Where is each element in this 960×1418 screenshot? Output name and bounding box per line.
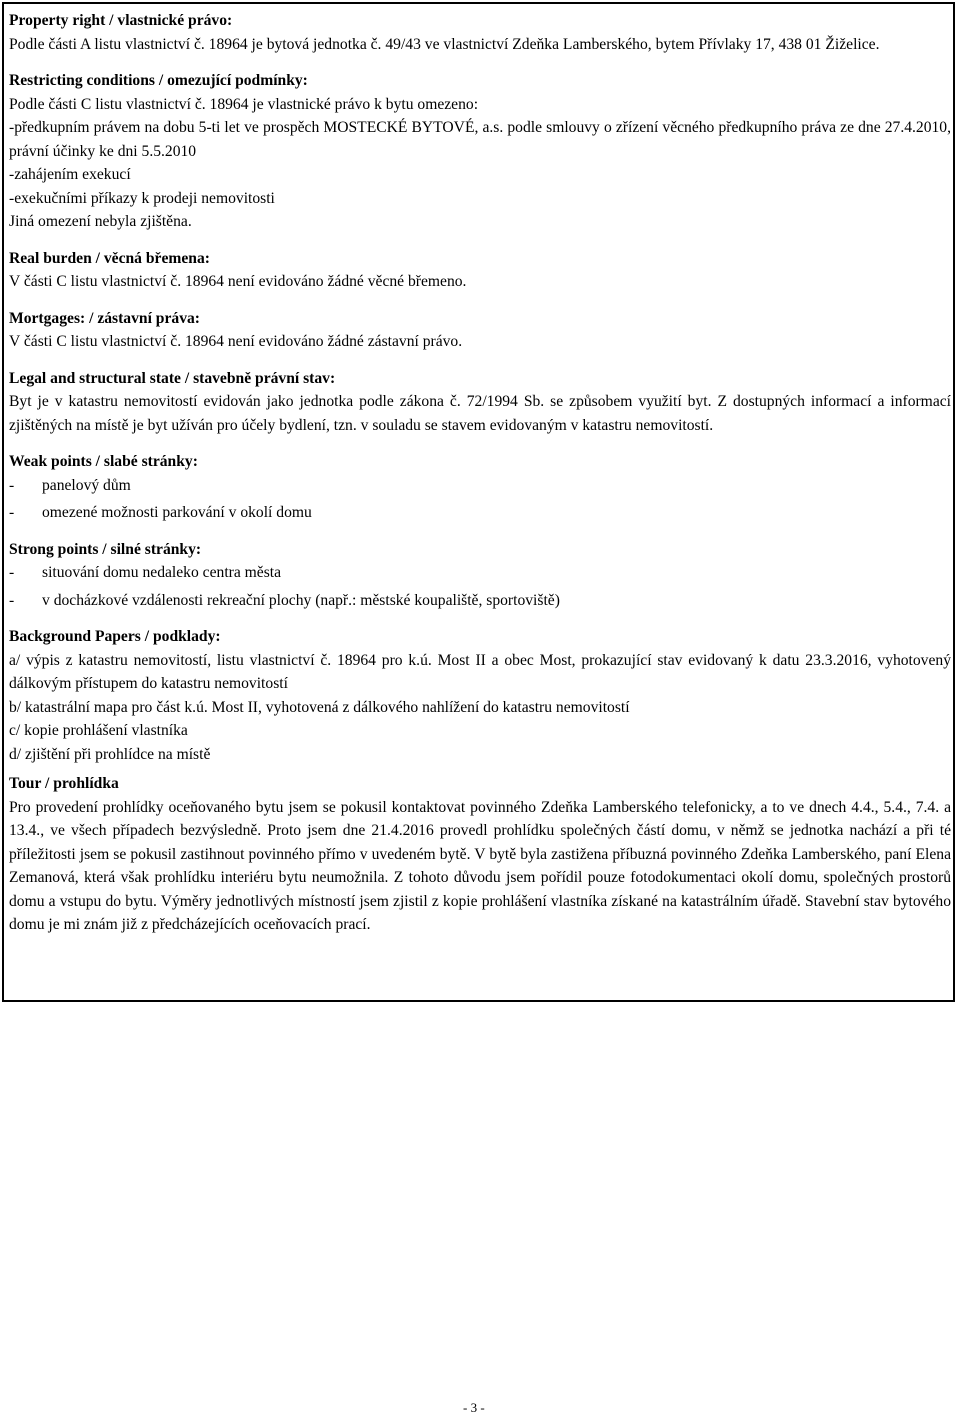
mortgages-heading: Mortgages: / zástavní práva: [9,309,200,327]
real-burden-section [9,247,951,294]
list-dash: - [9,564,15,581]
tour-section [9,772,951,937]
property-right-text: Podle části A listu vlastnictví č. 18964 je bytová jednotka č. 49/43 ve vlastnictví Zdeňka Lamberského, bytem Přívlaky 17, 438 01 Žiželice. [9,35,880,53]
real-burden-heading: Real burden / věcná břemena: [9,249,210,267]
strong-point-1: situování domu nedaleko centra města [42,564,282,581]
restricting-section [9,69,951,234]
weak-point-2: omezené možnosti parkování v okolí domu [42,504,312,521]
restricting-line-2: -předkupním právem na dobu 5-ti let ve prospěch MOSTECKÉ BYTOVÉ, a.s. podle smlouvy o zřízení věcného předkupního práva ze dne 27.4.2010, právní účinky ke dni 5.5.2010 [9,119,951,160]
background-item-a: a/ výpis z katastru nemovitostí, listu vlastnictví č. 18964 pro k.ú. Most II a obec Most, prokazující stav evidovaný k datu 23.3.2016, vyhotovený dálkovým přístupem do katastru nemovitostí [9,651,951,692]
background-heading: Background Papers / podklady: [9,628,221,645]
list-item [9,561,951,585]
tour-text: Pro provedení prohlídky oceňovaného bytu jsem se pokusil kontaktovat povinného Zdeňka Lamberského telefonicky, a to ve dnech 4.4., 5.4., 7.4. a 13.4., ve všech případech bezvýsledně. Proto jsem dne 21.4.2016 provedl prohlídku společných částí domu, v němž se jednotka nachází a při té příležitosti jsem se pokusil zastihnout povinného přímo v uvedeném bytě. V bytě byla zastižena příbuzná povinného Zdeňka Lamberského, paní Elena Zemanová, která však prohlídku interiéru bytu neumožnila. Z tohoto důvodu jsem pořídil pouze fotodokumentaci okolí domu, společných prostorů domu a vstupu do bytu. Výměry jednotlivých místností jsem zjistil z kopie prohlášení vlastníka získané na katastrálním úřadě. Stavební stav bytového domu je mi znám již z předcházejících oceňovacích prací. [9,798,951,933]
legal-heading: Legal and structural state / stavebně právní stav: [9,369,336,387]
list-dash: - [9,504,15,521]
property-right-section [9,9,951,56]
background-item-b: b/ katastrální mapa pro část k.ú. Most II, vyhotovená z dálkového nahlížení do katastru nemovitostí [9,698,630,716]
mortgages-text: V části C listu vlastnictví č. 18964 není evidováno žádné zástavní právo. [9,333,463,350]
restricting-line-3: -zahájením exekucí [9,166,131,183]
document-body [9,9,951,937]
strong-point-2: v docházkové vzdálenosti rekreační plochy (např.: městské koupaliště, sportoviště) [42,591,560,609]
weak-points-heading: Weak points / slabé stránky: [9,453,198,470]
legal-text: Byt je v katastru nemovitostí evidován jako jednotka podle zákona č. 72/1994 Sb. se způsobem využití byt. Z dostupných informací a informací zjištěných na místě je byt užíván pro účely bydlení, tzn. v souladu se stavem evidovaným v katastru nemovitostí. [9,393,951,434]
restricting-line-4: -exekučními příkazy k prodeji nemovitosti [9,189,275,207]
mortgages-section [9,307,951,354]
property-right-heading: Property right / vlastnické právo: [9,12,233,29]
list-item [9,589,951,613]
weak-points-section [9,450,951,525]
background-item-d: d/ zjištění při prohlídce na místě [9,745,211,763]
list-item [9,474,951,498]
list-item [9,501,951,525]
weak-point-1: panelový dům [42,476,131,494]
list-dash: - [9,476,15,494]
real-burden-text: V části C listu vlastnictví č. 18964 není evidováno žádné věcné břemeno. [9,273,467,290]
background-section [9,625,951,766]
list-dash: - [9,591,15,609]
strong-points-heading: Strong points / silné stránky: [9,540,202,558]
strong-points-section [9,538,951,613]
legal-section [9,367,951,438]
page-number: - 3 - [463,1400,485,1415]
restricting-line-1: Podle části C listu vlastnictví č. 18964 je vlastnické právo k bytu omezeno: [9,95,479,113]
restricting-heading: Restricting conditions / omezující podmínky: [9,72,308,89]
tour-heading: Tour / prohlídka [9,775,119,792]
background-item-c: c/ kopie prohlášení vlastníka [9,722,188,739]
restricting-line-5: Jiná omezení nebyla zjištěna. [9,213,192,230]
